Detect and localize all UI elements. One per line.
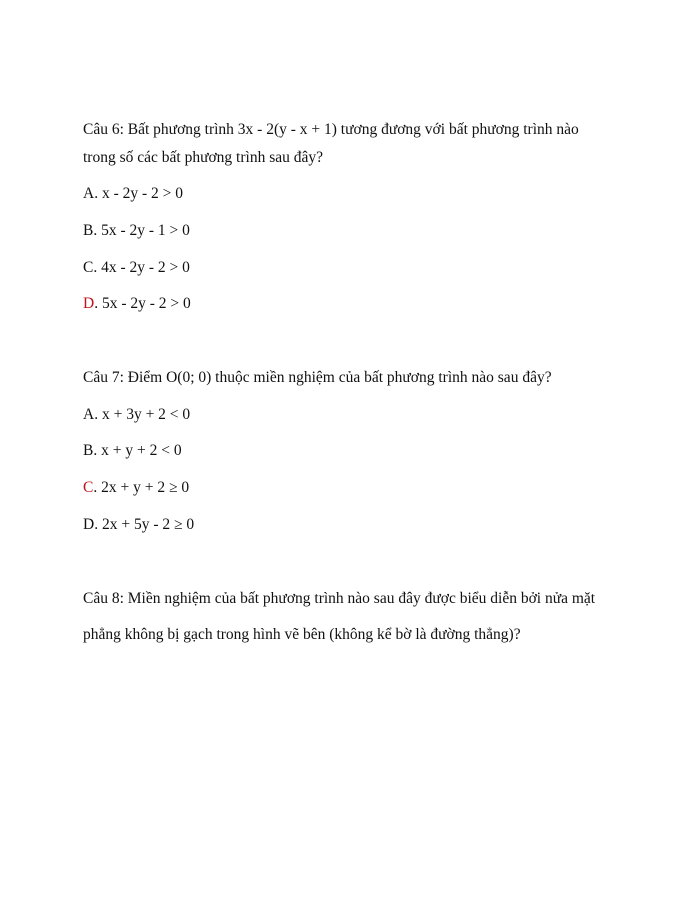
- option-text: 2x + y + 2 ≥ 0: [97, 479, 190, 496]
- option-text: x - 2y - 2 > 0: [98, 185, 184, 202]
- option-text: 5x - 2y - 1 > 0: [97, 222, 190, 239]
- option-separator: .: [93, 442, 98, 459]
- option-separator: .: [94, 406, 99, 423]
- question-8-prompt-line-1: Câu 8: Miền nghiệm của bất phương trình nào sau đây được biểu diễn bởi nửa mặt: [83, 590, 596, 607]
- option-letter: B: [83, 442, 94, 459]
- question-8-prompt-line-2: phẳng không bị gạch trong hình vẽ bên (không kể bờ là đường thẳng)?: [83, 626, 521, 643]
- option-letter: B: [83, 222, 94, 239]
- option-letter: D: [83, 516, 95, 533]
- question-7-option-c: [83, 478, 189, 498]
- option-letter-correct: C: [83, 479, 94, 496]
- question-7-prompt-line-1: Câu 7: Điểm O(0; 0) thuộc miền nghiệm của bất phương trình nào sau đây?: [83, 369, 552, 386]
- option-text: x + y + 2 < 0: [97, 442, 182, 459]
- option-letter: A: [83, 406, 95, 423]
- question-7-option-a: [83, 405, 190, 425]
- option-separator: .: [93, 259, 98, 276]
- option-text: x + 3y + 2 < 0: [98, 406, 191, 423]
- option-text: 5x - 2y - 2 > 0: [98, 295, 191, 312]
- question-6-option-b: [83, 221, 190, 241]
- question-7-option-d: [83, 515, 194, 535]
- question-6-option-d: [83, 294, 191, 314]
- question-7-option-b: [83, 441, 182, 461]
- option-separator: .: [93, 222, 98, 239]
- option-separator: .: [93, 479, 98, 496]
- option-letter: A: [83, 185, 95, 202]
- option-letter: C: [83, 259, 94, 276]
- question-6-prompt-line-1: Câu 6: Bất phương trình 3x - 2(y - x + 1) tương đương với bất phương trình nào: [83, 121, 579, 138]
- option-separator: .: [94, 516, 99, 533]
- option-separator: .: [94, 185, 99, 202]
- question-6-option-c: [83, 258, 190, 278]
- option-letter-correct: D: [83, 295, 95, 312]
- question-6-option-a: [83, 184, 183, 204]
- question-6-prompt-line-2: trong số các bất phương trình sau đây?: [83, 149, 323, 166]
- option-text: 2x + 5y - 2 ≥ 0: [98, 516, 195, 533]
- option-text: 4x - 2y - 2 > 0: [97, 259, 190, 276]
- option-separator: .: [94, 295, 99, 312]
